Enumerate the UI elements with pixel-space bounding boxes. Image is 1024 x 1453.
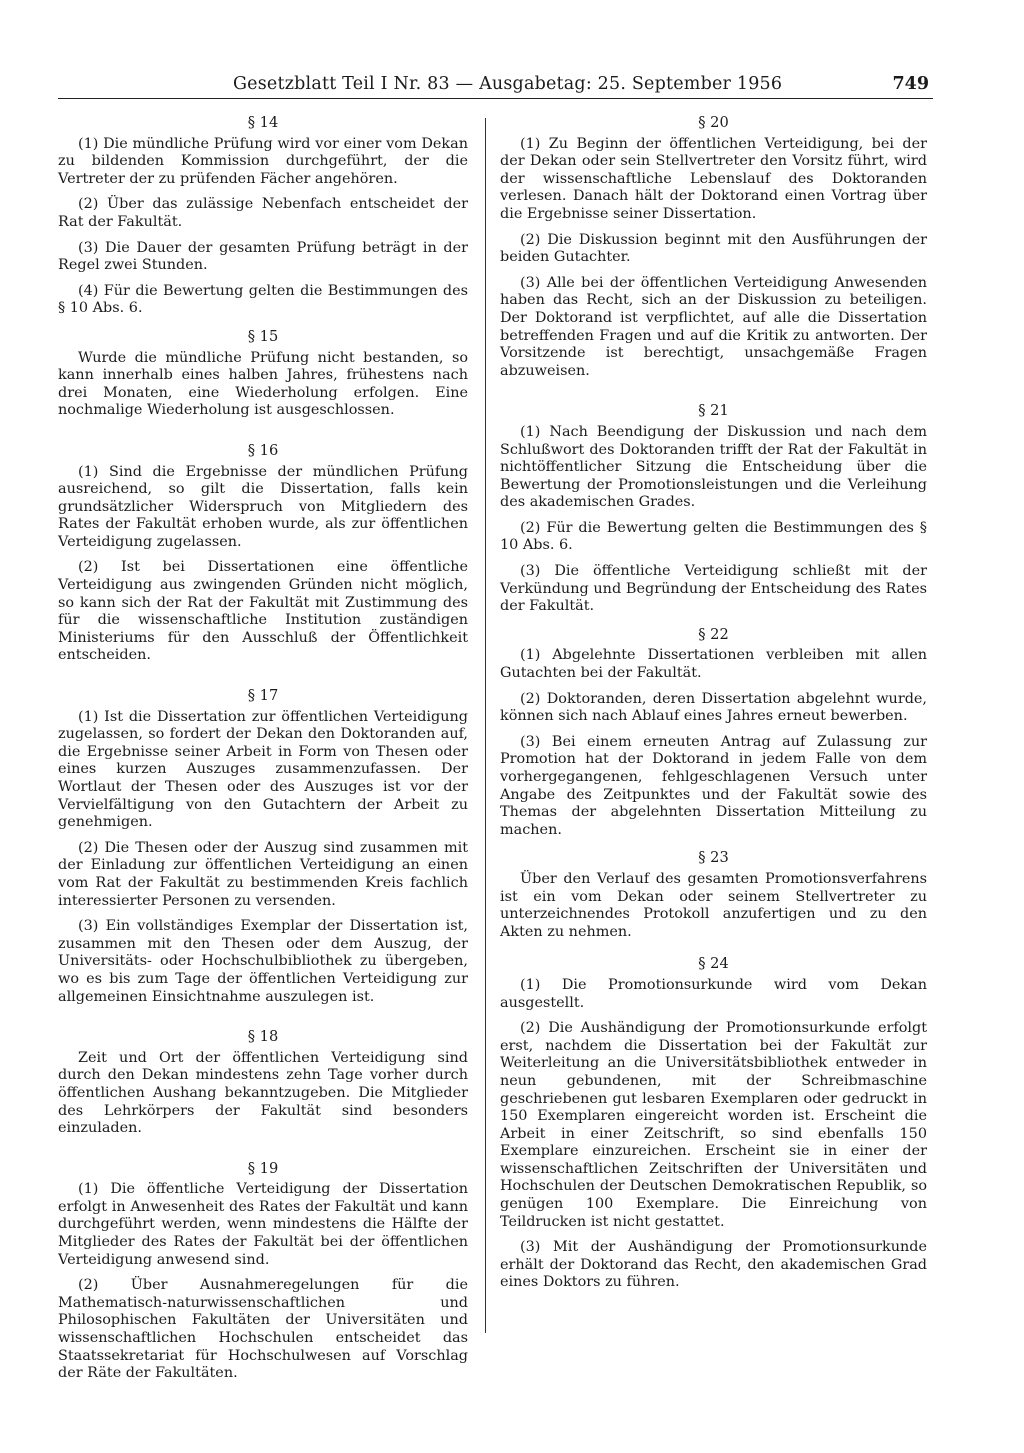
section-heading: § 24 bbox=[698, 955, 729, 973]
paragraph: (3) Mit der Aushändigung der Promotionsurkunde erhält der Doktorand das Recht, den akademischen Grad eines Doktors zu führen. bbox=[500, 1239, 927, 1291]
paragraph: (2) Die Diskussion beginnt mit den Ausführungen der beiden Gutachter. bbox=[500, 231, 927, 266]
paragraph: (3) Die öffentliche Verteidigung schließt mit der Verkündung und Begründung der Entscheidung des Rates der Fakultät. bbox=[500, 563, 927, 615]
paragraph: Wurde die mündliche Prüfung nicht bestanden, so kann innerhalb eines halben Jahres, frühestens nach drei Monaten, eine Wiederholung erfolgen. Eine nochmalige Wiederholung ist ausgeschlossen. bbox=[58, 349, 468, 419]
paragraph: (3) Bei einem erneuten Antrag auf Zulassung zur Promotion hat der Doktorand in jedem Falle von dem vorhergegangenen, fehlgeschlagenen Versuch unter Angabe des Zeitpunktes und der Fakultät sowie des Themas der abgelehnten Dissertation Mitteilung zu machen. bbox=[500, 733, 927, 838]
paragraph: (3) Alle bei der öffentlichen Verteidigung Anwesenden haben das Recht, sich an der Diskussion zu beteiligen. Der Doktorand ist verpflichtet, auf alle die Dissertation betreffenden Fragen und auf die Kritik zu antworten. Der Vorsitzende ist berechtigt, unsachgemäße Fragen abzuweisen. bbox=[500, 274, 927, 379]
section-heading: § 14 bbox=[247, 114, 279, 131]
paragraph: (1) Die öffentliche Verteidigung der Dissertation erfolgt in Anwesenheit des Rates der Fakultät und kann durchgeführt werden, wenn mindestens die Hälfte der Mitglieder des Rates der Fakultät bei der öffentlichen Verteidigung anwesend sind. bbox=[58, 1181, 468, 1268]
section-heading: § 19 bbox=[247, 1159, 279, 1177]
section-heading: § 20 bbox=[698, 114, 729, 131]
paragraph: (1) Abgelehnte Dissertationen verbleiben mit allen Gutachten bei der Fakultät. bbox=[500, 647, 927, 682]
paragraph: (2) Die Aushändigung der Promotionsurkunde erfolgt erst, nachdem die Dissertation bei der Fakultät zur Weiterleitung an die Universitätsbibliothek entweder in neun gebundenen, mit der Schreibmaschine geschriebenen gut lesbaren Exemplaren oder gedruckt in 150 Exemplaren eingereicht worden ist. Erscheint die Arbeit in einer Zeitschrift, so sind ebenfalls 150 Exemplare einzureichen. Erscheint sie in einer der wissenschaftlichen Zeitschriften der Universitäten und Hochschulen der Deutschen Demokratischen Republik, so genügen 100 Exemplare. Die Einreichung von Teildrucken ist nicht gestattet. bbox=[500, 1020, 927, 1230]
paragraph: (3) Die Dauer der gesamten Prüfung beträgt in der Regel zwei Stunden. bbox=[58, 239, 468, 274]
left-column bbox=[58, 114, 468, 1383]
paragraph: Über den Verlauf des gesamten Promotionsverfahrens ist ein vom Dekan oder seinem Stellvertreter zu unterzeichnendes Protokoll anzufertigen und zu den Akten zu nehmen. bbox=[500, 870, 927, 940]
section-heading: § 17 bbox=[247, 687, 279, 705]
paragraph: (2) Über das zulässige Nebenfach entscheidet der Rat der Fakultät. bbox=[58, 196, 468, 230]
section-heading: § 15 bbox=[247, 327, 279, 345]
page-header bbox=[58, 68, 933, 99]
paragraph: (1) Nach Beendigung der Diskussion und nach dem Schlußwort des Doktoranden trifft der Rat der Fakultät in nichtöffentlicher Sitzung die Entscheidung über die Bewertung der Promotionsleistungen und die Verleihung des akademischen Grades. bbox=[500, 423, 927, 511]
paragraph: (3) Ein vollständiges Exemplar der Dissertation ist, zusammen mit den Thesen oder dem Auszug, der Universitäts- oder Hochschulbibliothek zu übergeben, wo es bis zum Tage der öffentlichen Verteidigung zur allgemeinen Einsichtnahme auszulegen ist. bbox=[58, 918, 468, 1005]
paragraph: (1) Die mündliche Prüfung wird vor einer vom Dekan zu bildenden Kommission durchgeführt, der die Vertreter der zu prüfenden Fächer angehören. bbox=[58, 135, 468, 187]
header-title: Gesetzblatt Teil I Nr. 83 — Ausgabetag: 25. September 1956 bbox=[233, 74, 783, 94]
paragraph: (2) Doktoranden, deren Dissertation abgelehnt wurde, können sich nach Ablauf eines Jahres erneut bewerben. bbox=[500, 690, 927, 725]
paragraph: (2) Ist bei Dissertationen eine öffentliche Verteidigung aus zwingenden Gründen nicht möglich, so kann sich der Rat der Fakultät mit Zustimmung des für die wissenschaftliche Institution zuständigen Ministeriums für den Ausschluß der Öffentlichkeit entscheiden. bbox=[58, 559, 468, 664]
paragraph: (2) Über Ausnahmeregelungen für die Mathematisch-naturwissenschaftlichen und Philosophischen Fakultäten der Universitäten und wissenschaftlichen Hochschulen entscheidet das Staatssekretariat für Hochschulwesen auf Vorschlag der Räte der Fakultäten. bbox=[58, 1277, 468, 1382]
section-heading: § 18 bbox=[247, 1028, 279, 1046]
paragraph: (1) Sind die Ergebnisse der mündlichen Prüfung ausreichend, so gilt die Dissertation, falls kein grundsätzlicher Widerspruch von Mitgliedern des Rates der Fakultät erhoben wurde, als zur öffentlichen Verteidigung zugelassen. bbox=[58, 463, 468, 550]
section-heading: § 23 bbox=[698, 849, 729, 867]
paragraph: (2) Für die Bewertung gelten die Bestimmungen des § 10 Abs. 6. bbox=[500, 519, 927, 554]
right-column bbox=[500, 114, 927, 1292]
section-heading: § 21 bbox=[698, 402, 729, 420]
paragraph: (1) Zu Beginn der öffentlichen Verteidigung, bei der der Dekan oder sein Stellvertreter den Vorsitz führt, wird der wissenschaftliche Lebenslauf des Doktoranden verlesen. Danach hält der Doktorand einen Vortrag über die Ergebnisse seiner Dissertation. bbox=[500, 135, 927, 222]
paragraph: (4) Für die Bewertung gelten die Bestimmungen des § 10 Abs. 6. bbox=[58, 282, 468, 317]
column-divider bbox=[485, 118, 486, 1333]
paragraph: (1) Ist die Dissertation zur öffentlichen Verteidigung zugelassen, so fordert der Dekan den Doktoranden auf, die Ergebnisse seiner Arbeit in Form von Thesen oder eines kurzen Auszuges zusammenzufassen. Der Wortlaut der Thesen oder des Auszuges ist vor der Vervielfältigung von den Gutachtern der Arbeit zu genehmigen. bbox=[58, 708, 468, 831]
page-number: 749 bbox=[892, 74, 929, 94]
section-heading: § 22 bbox=[698, 625, 729, 643]
section-heading: § 16 bbox=[247, 441, 279, 459]
paragraph: (2) Die Thesen oder der Auszug sind zusammen mit der Einladung zur öffentlichen Verteidigung an einen vom Rat der Fakultät zu bestimmenden Kreis fachlich interessierter Personen zu versenden. bbox=[58, 839, 468, 909]
paragraph: Zeit und Ort der öffentlichen Verteidigung sind durch den Dekan mindestens zehn Tage vorher durch öffentlichen Aushang bekanntzugeben. Die Mitglieder des Lehrkörpers der Fakultät sind besonders einzuladen. bbox=[58, 1049, 468, 1137]
paragraph: (1) Die Promotionsurkunde wird vom Dekan ausgestellt. bbox=[500, 976, 927, 1011]
